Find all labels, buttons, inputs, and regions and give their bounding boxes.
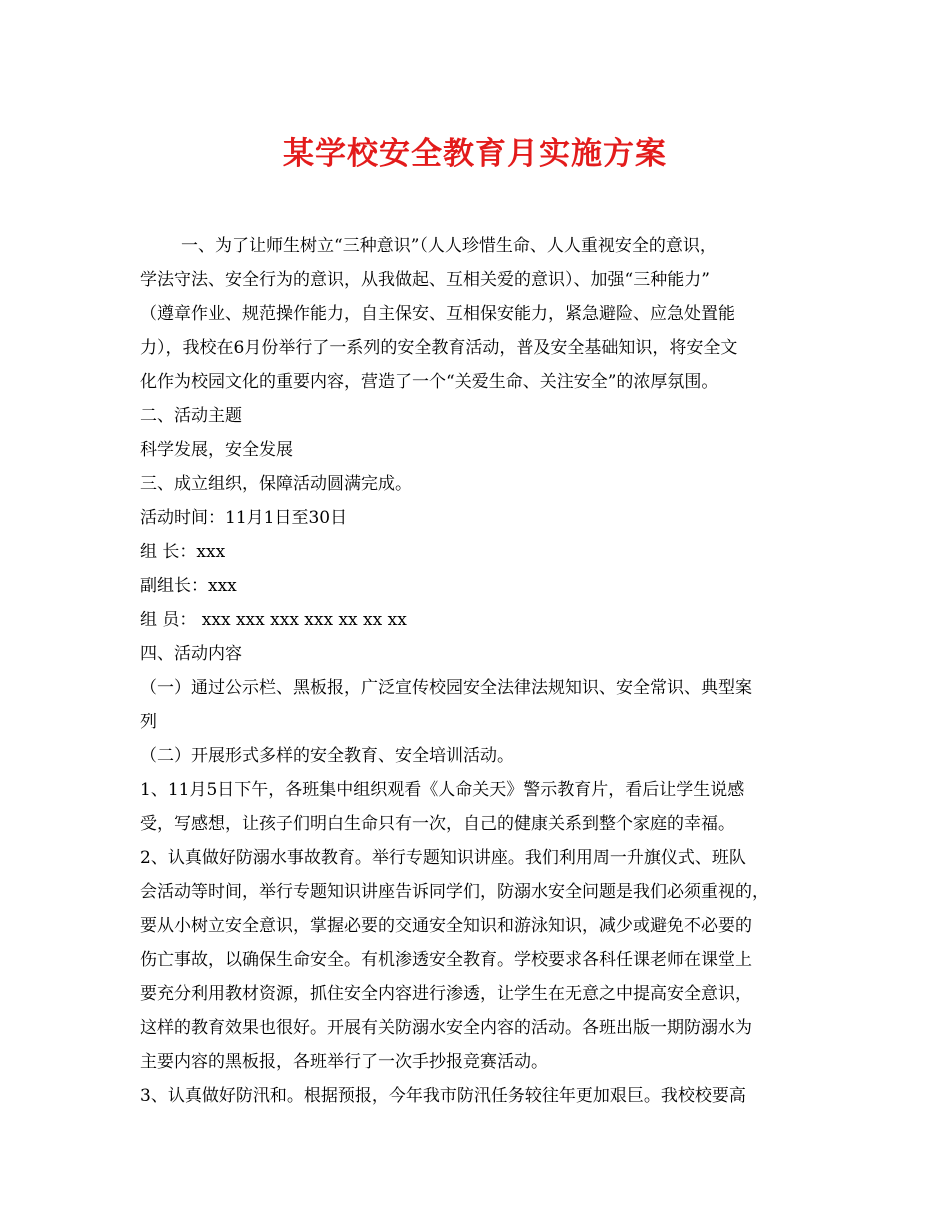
paragraph-line: 组 长：xxx [140,542,226,562]
section-heading: 四、活动内容 [140,644,242,664]
paragraph-line: 主要内容的黑板报，各班举行了一次手抄报竞赛活动。 [140,1052,548,1072]
paragraph-line: 这样的教育效果也很好。开展有关防溺水安全内容的活动。各班出版一期防溺水为 [140,1018,752,1038]
paragraph-line: 副组长：xxx [140,576,237,596]
section-heading: 三、成立组织，保障活动圆满完成。 [140,474,412,494]
document-body [140,229,830,1113]
paragraph-line: 化作为校园文化的重要内容，营造了一个“关爱生命、关注安全”的浓厚氛围。 [140,372,719,392]
paragraph-line: （遵章作业、规范操作能力，自主保安、互相保安能力，紧急避险、应急处置能 [140,304,735,324]
paragraph-line: 科学发展，安全发展 [140,440,293,460]
paragraph-line: 要充分利用教材资源，抓住安全内容进行渗透，让学生在无意之中提高安全意识， [140,984,752,1004]
paragraph-line: 力），我校在6月份举行了一系列的安全教育活动，普及安全基础知识，将安全文 [140,338,738,358]
paragraph-line: （一）通过公示栏、黑板报，广泛宣传校园安全法律法规知识、安全常识、典型案 [140,678,752,698]
paragraph-line: 组 员： xxx xxx xxx xxx xx xx xx [140,610,407,630]
paragraph-line: 1、11月5日下午，各班集中组织观看《人命关天》警示教育片，看后让学生说感 [140,780,745,800]
paragraph-line: 列 [140,712,157,732]
paragraph-line: 活动时间：11月1日至30日 [140,508,348,528]
paragraph-line: 一、为了让师生树立“三种意识”（人人珍惜生命、人人重视安全的意识， [181,236,717,256]
paragraph-line: 要从小树立安全意识，掌握必要的交通安全知识和游泳知识，减少或避免不必要的 [140,916,752,936]
section-heading: 二、活动主题 [140,406,242,426]
document-title: 某学校安全教育月实施方案 [283,136,667,172]
paragraph-line: 受，写感想，让孩子们明白生命只有一次，自己的健康关系到整个家庭的幸福。 [140,814,735,834]
paragraph-line: 3、认真做好防汛和。根据预报，今年我市防汛任务较往年更加艰巨。我校校要高 [140,1086,746,1106]
paragraph-line: 学法守法、安全行为的意识，从我做起、互相关爱的意识）、加强“三种能力” [140,270,710,290]
paragraph-line: 2、认真做好防溺水事故教育。举行专题知识讲座。我们利用周一升旗仪式、班队 [140,848,746,868]
paragraph-line: （二）开展形式多样的安全教育、安全培训活动。 [140,746,514,766]
paragraph-line: 会活动等时间，举行专题知识讲座告诉同学们，防溺水安全问题是我们必须重视的， [140,882,769,902]
paragraph-line: 伤亡事故，以确保生命安全。有机渗透安全教育。学校要求各科任课老师在课堂上 [140,950,752,970]
